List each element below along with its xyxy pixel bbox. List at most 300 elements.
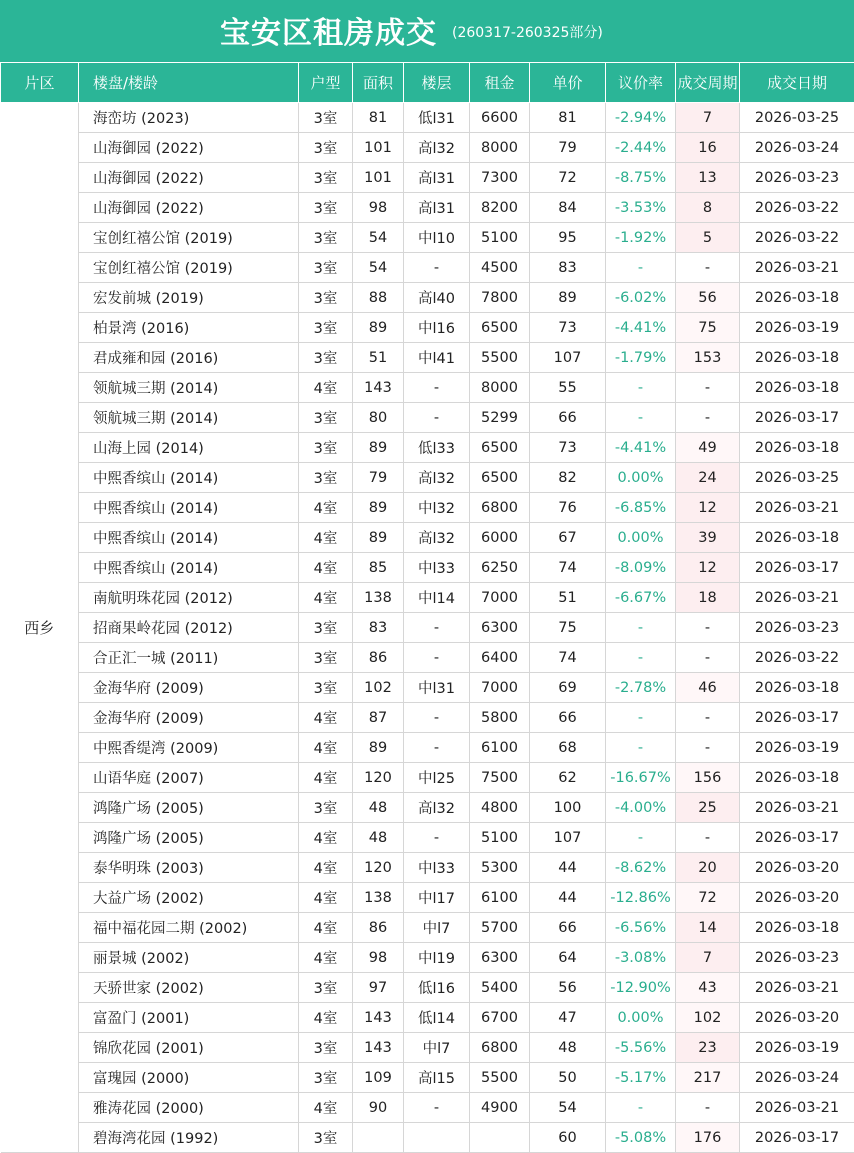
cell-area	[353, 1123, 404, 1153]
cell-deal-cycle: 72	[676, 883, 740, 913]
cell-area: 79	[353, 463, 404, 493]
cell-bargain-rate: -3.08%	[606, 943, 676, 973]
cell-unit-price: 100	[530, 793, 606, 823]
cell-floor: 低l16	[404, 973, 470, 1003]
cell-unit-price: 76	[530, 493, 606, 523]
cell-deal-date: 2026-03-18	[740, 343, 854, 373]
cell-unit-price: 47	[530, 1003, 606, 1033]
cell-bargain-rate: 0.00%	[606, 1003, 676, 1033]
page-title: 宝安区租房成交	[220, 8, 437, 52]
cell-rent: 7500	[470, 763, 530, 793]
cell-floor: -	[404, 253, 470, 283]
cell-deal-date: 2026-03-24	[740, 1063, 854, 1093]
cell-rent: 6300	[470, 943, 530, 973]
table-row	[1, 913, 854, 943]
col-header-deal-date: 成交日期	[740, 63, 854, 103]
table-row	[1, 1093, 854, 1123]
cell-deal-cycle: 7	[676, 943, 740, 973]
cell-type: 3室	[299, 973, 353, 1003]
cell-type: 3室	[299, 1033, 353, 1063]
cell-area: 48	[353, 793, 404, 823]
cell-unit-price: 75	[530, 613, 606, 643]
col-header-deal-cycle: 成交周期	[676, 63, 740, 103]
cell-bargain-rate: -1.92%	[606, 223, 676, 253]
title-bar	[0, 0, 854, 62]
cell-deal-cycle: 43	[676, 973, 740, 1003]
cell-type: 4室	[299, 733, 353, 763]
cell-unit-price: 44	[530, 853, 606, 883]
table-row	[1, 553, 854, 583]
cell-area: 109	[353, 1063, 404, 1093]
cell-floor: -	[404, 613, 470, 643]
cell-unit-price: 79	[530, 133, 606, 163]
cell-name: 泰华明珠 (2003)	[79, 853, 299, 883]
cell-floor: 中l7	[404, 913, 470, 943]
cell-floor: 高l32	[404, 793, 470, 823]
cell-deal-date: 2026-03-22	[740, 193, 854, 223]
table-row	[1, 883, 854, 913]
cell-unit-price: 66	[530, 913, 606, 943]
cell-name: 丽景城 (2002)	[79, 943, 299, 973]
cell-name: 南航明珠花园 (2012)	[79, 583, 299, 613]
cell-name: 山海上园 (2014)	[79, 433, 299, 463]
cell-type: 4室	[299, 1093, 353, 1123]
cell-deal-date: 2026-03-21	[740, 973, 854, 1003]
cell-deal-date: 2026-03-21	[740, 583, 854, 613]
table-row	[1, 583, 854, 613]
cell-deal-cycle: 7	[676, 103, 740, 133]
cell-rent: 5400	[470, 973, 530, 1003]
table-row	[1, 163, 854, 193]
cell-deal-cycle: 102	[676, 1003, 740, 1033]
cell-type: 4室	[299, 373, 353, 403]
cell-type: 3室	[299, 133, 353, 163]
cell-rent: 6250	[470, 553, 530, 583]
cell-floor: 高l32	[404, 463, 470, 493]
cell-type: 4室	[299, 523, 353, 553]
cell-name: 大益广场 (2002)	[79, 883, 299, 913]
table-row	[1, 133, 854, 163]
cell-rent: 6000	[470, 523, 530, 553]
table-row	[1, 703, 854, 733]
cell-name: 天骄世家 (2002)	[79, 973, 299, 1003]
cell-deal-date: 2026-03-19	[740, 1033, 854, 1063]
cell-deal-cycle: 12	[676, 493, 740, 523]
cell-floor: 中l41	[404, 343, 470, 373]
cell-rent: 6300	[470, 613, 530, 643]
cell-type: 3室	[299, 103, 353, 133]
cell-type: 3室	[299, 343, 353, 373]
cell-rent: 6100	[470, 883, 530, 913]
cell-name: 鸿隆广场 (2005)	[79, 793, 299, 823]
cell-floor: -	[404, 703, 470, 733]
cell-floor: 高l32	[404, 133, 470, 163]
cell-rent: 4900	[470, 1093, 530, 1123]
cell-deal-date: 2026-03-18	[740, 523, 854, 553]
cell-deal-date: 2026-03-18	[740, 673, 854, 703]
cell-deal-cycle: 5	[676, 223, 740, 253]
col-header-unit-price: 单价	[530, 63, 606, 103]
cell-bargain-rate: -6.02%	[606, 283, 676, 313]
cell-area: 51	[353, 343, 404, 373]
cell-floor: 中l14	[404, 583, 470, 613]
cell-type: 4室	[299, 823, 353, 853]
cell-name: 中熙香缤山 (2014)	[79, 493, 299, 523]
cell-rent: 6500	[470, 463, 530, 493]
cell-type: 4室	[299, 853, 353, 883]
cell-unit-price: 83	[530, 253, 606, 283]
table-row	[1, 343, 854, 373]
cell-bargain-rate: -4.41%	[606, 313, 676, 343]
cell-bargain-rate: -	[606, 703, 676, 733]
cell-unit-price: 50	[530, 1063, 606, 1093]
cell-bargain-rate: -	[606, 613, 676, 643]
table-row	[1, 973, 854, 1003]
cell-deal-date: 2026-03-23	[740, 943, 854, 973]
cell-unit-price: 72	[530, 163, 606, 193]
cell-deal-date: 2026-03-17	[740, 403, 854, 433]
table-row	[1, 523, 854, 553]
cell-deal-cycle: 176	[676, 1123, 740, 1153]
cell-deal-cycle: 18	[676, 583, 740, 613]
table-row	[1, 193, 854, 223]
cell-bargain-rate: -	[606, 403, 676, 433]
cell-deal-cycle: 8	[676, 193, 740, 223]
cell-area: 54	[353, 253, 404, 283]
cell-bargain-rate: -8.75%	[606, 163, 676, 193]
cell-area: 97	[353, 973, 404, 1003]
cell-deal-cycle: 39	[676, 523, 740, 553]
cell-floor: -	[404, 643, 470, 673]
cell-area: 138	[353, 583, 404, 613]
cell-unit-price: 95	[530, 223, 606, 253]
cell-bargain-rate: -	[606, 373, 676, 403]
cell-name: 领航城三期 (2014)	[79, 403, 299, 433]
cell-deal-date: 2026-03-23	[740, 163, 854, 193]
cell-unit-price: 81	[530, 103, 606, 133]
cell-rent: 4500	[470, 253, 530, 283]
cell-deal-date: 2026-03-17	[740, 823, 854, 853]
cell-deal-date: 2026-03-21	[740, 1093, 854, 1123]
cell-bargain-rate: -4.41%	[606, 433, 676, 463]
table-row	[1, 403, 854, 433]
cell-area: 143	[353, 1033, 404, 1063]
cell-unit-price: 60	[530, 1123, 606, 1153]
cell-name: 领航城三期 (2014)	[79, 373, 299, 403]
cell-floor: 中l16	[404, 313, 470, 343]
cell-type: 3室	[299, 193, 353, 223]
cell-type: 4室	[299, 1003, 353, 1033]
cell-unit-price: 54	[530, 1093, 606, 1123]
cell-area: 85	[353, 553, 404, 583]
cell-area: 89	[353, 523, 404, 553]
cell-name: 福中福花园二期 (2002)	[79, 913, 299, 943]
cell-deal-date: 2026-03-18	[740, 913, 854, 943]
cell-bargain-rate: 0.00%	[606, 463, 676, 493]
table-row	[1, 433, 854, 463]
cell-floor: 中l33	[404, 853, 470, 883]
cell-deal-cycle: -	[676, 373, 740, 403]
cell-floor: 中l19	[404, 943, 470, 973]
cell-name: 中熙香缤山 (2014)	[79, 463, 299, 493]
cell-name: 山海御园 (2022)	[79, 193, 299, 223]
table-row	[1, 733, 854, 763]
table-body	[1, 103, 854, 1153]
cell-rent: 5299	[470, 403, 530, 433]
table-row	[1, 493, 854, 523]
cell-bargain-rate: -5.56%	[606, 1033, 676, 1063]
cell-bargain-rate: -	[606, 253, 676, 283]
cell-deal-date: 2026-03-17	[740, 1123, 854, 1153]
cell-deal-date: 2026-03-20	[740, 853, 854, 883]
table-row	[1, 613, 854, 643]
cell-type: 3室	[299, 283, 353, 313]
cell-area: 98	[353, 193, 404, 223]
cell-deal-date: 2026-03-20	[740, 883, 854, 913]
cell-bargain-rate: -	[606, 733, 676, 763]
cell-type: 3室	[299, 1123, 353, 1153]
cell-deal-date: 2026-03-17	[740, 703, 854, 733]
cell-deal-cycle: 13	[676, 163, 740, 193]
cell-name: 柏景湾 (2016)	[79, 313, 299, 343]
col-header-rent: 租金	[470, 63, 530, 103]
cell-bargain-rate: -4.00%	[606, 793, 676, 823]
cell-bargain-rate: -6.85%	[606, 493, 676, 523]
cell-type: 4室	[299, 493, 353, 523]
cell-bargain-rate: -5.17%	[606, 1063, 676, 1093]
cell-name: 山海御园 (2022)	[79, 133, 299, 163]
cell-deal-cycle: 46	[676, 673, 740, 703]
cell-deal-cycle: -	[676, 613, 740, 643]
table-row	[1, 943, 854, 973]
cell-area: 89	[353, 433, 404, 463]
cell-type: 3室	[299, 163, 353, 193]
cell-deal-cycle: 14	[676, 913, 740, 943]
cell-area: 98	[353, 943, 404, 973]
cell-floor: 中l32	[404, 493, 470, 523]
cell-floor: 中l25	[404, 763, 470, 793]
cell-name: 山海御园 (2022)	[79, 163, 299, 193]
cell-name: 中熙香缇湾 (2009)	[79, 733, 299, 763]
cell-bargain-rate: -6.67%	[606, 583, 676, 613]
cell-name: 招商果岭花园 (2012)	[79, 613, 299, 643]
col-header-district: 片区	[1, 63, 79, 103]
cell-deal-cycle: 23	[676, 1033, 740, 1063]
cell-deal-cycle: 25	[676, 793, 740, 823]
cell-unit-price: 55	[530, 373, 606, 403]
cell-name: 鸿隆广场 (2005)	[79, 823, 299, 853]
cell-rent: 5500	[470, 343, 530, 373]
cell-type: 4室	[299, 943, 353, 973]
cell-deal-date: 2026-03-19	[740, 733, 854, 763]
cell-bargain-rate: -12.90%	[606, 973, 676, 1003]
cell-unit-price: 107	[530, 823, 606, 853]
cell-deal-date: 2026-03-18	[740, 283, 854, 313]
col-header-area: 面积	[353, 63, 404, 103]
cell-deal-date: 2026-03-25	[740, 463, 854, 493]
cell-deal-date: 2026-03-23	[740, 613, 854, 643]
cell-rent: 5800	[470, 703, 530, 733]
cell-floor: -	[404, 823, 470, 853]
cell-area: 80	[353, 403, 404, 433]
cell-floor: 中l17	[404, 883, 470, 913]
cell-bargain-rate: -6.56%	[606, 913, 676, 943]
cell-name: 锦欣花园 (2001)	[79, 1033, 299, 1063]
cell-floor: 中l33	[404, 553, 470, 583]
cell-rent: 5100	[470, 223, 530, 253]
cell-rent: 5500	[470, 1063, 530, 1093]
cell-unit-price: 56	[530, 973, 606, 1003]
cell-bargain-rate: -8.09%	[606, 553, 676, 583]
cell-deal-date: 2026-03-18	[740, 763, 854, 793]
cell-unit-price: 62	[530, 763, 606, 793]
cell-area: 83	[353, 613, 404, 643]
cell-unit-price: 66	[530, 703, 606, 733]
cell-unit-price: 107	[530, 343, 606, 373]
cell-bargain-rate: -2.44%	[606, 133, 676, 163]
cell-deal-date: 2026-03-18	[740, 373, 854, 403]
cell-deal-cycle: -	[676, 703, 740, 733]
cell-unit-price: 48	[530, 1033, 606, 1063]
cell-area: 143	[353, 1003, 404, 1033]
cell-area: 89	[353, 313, 404, 343]
cell-floor: 高l40	[404, 283, 470, 313]
cell-rent: 5100	[470, 823, 530, 853]
table-row	[1, 1033, 854, 1063]
cell-bargain-rate: -16.67%	[606, 763, 676, 793]
cell-deal-date: 2026-03-19	[740, 313, 854, 343]
cell-floor: 低l33	[404, 433, 470, 463]
cell-type: 3室	[299, 613, 353, 643]
cell-rent: 6800	[470, 1033, 530, 1063]
cell-type: 3室	[299, 673, 353, 703]
cell-unit-price: 67	[530, 523, 606, 553]
cell-floor: 高l15	[404, 1063, 470, 1093]
cell-rent: 7300	[470, 163, 530, 193]
col-header-type: 户型	[299, 63, 353, 103]
cell-floor: 高l31	[404, 193, 470, 223]
cell-name: 金海华府 (2009)	[79, 673, 299, 703]
cell-type: 3室	[299, 643, 353, 673]
cell-unit-price: 73	[530, 433, 606, 463]
cell-rent: 4800	[470, 793, 530, 823]
cell-deal-cycle: 20	[676, 853, 740, 883]
cell-name: 海峦坊 (2023)	[79, 103, 299, 133]
cell-area: 120	[353, 853, 404, 883]
cell-area: 102	[353, 673, 404, 703]
cell-unit-price: 64	[530, 943, 606, 973]
cell-deal-date: 2026-03-21	[740, 793, 854, 823]
cell-type: 3室	[299, 253, 353, 283]
table-row	[1, 823, 854, 853]
table-row	[1, 763, 854, 793]
page-subtitle: (260317-260325部分)	[452, 22, 603, 42]
cell-type: 4室	[299, 583, 353, 613]
cell-name: 碧海湾花园 (1992)	[79, 1123, 299, 1153]
cell-name: 君成雍和园 (2016)	[79, 343, 299, 373]
cell-deal-date: 2026-03-18	[740, 433, 854, 463]
cell-unit-price: 74	[530, 643, 606, 673]
cell-bargain-rate: -	[606, 643, 676, 673]
cell-deal-cycle: -	[676, 643, 740, 673]
cell-floor: 高l32	[404, 523, 470, 553]
cell-type: 3室	[299, 403, 353, 433]
cell-deal-cycle: 12	[676, 553, 740, 583]
cell-rent: 7000	[470, 673, 530, 703]
cell-type: 4室	[299, 913, 353, 943]
cell-rent: 7000	[470, 583, 530, 613]
cell-deal-cycle: -	[676, 823, 740, 853]
cell-rent: 6800	[470, 493, 530, 523]
table-row	[1, 463, 854, 493]
table-row	[1, 1063, 854, 1093]
cell-bargain-rate: -2.78%	[606, 673, 676, 703]
cell-floor	[404, 1123, 470, 1153]
cell-type: 3室	[299, 313, 353, 343]
cell-bargain-rate: -12.86%	[606, 883, 676, 913]
cell-area: 101	[353, 133, 404, 163]
cell-district: 西乡	[1, 103, 79, 1153]
table-row	[1, 103, 854, 133]
cell-bargain-rate: 0.00%	[606, 523, 676, 553]
cell-rent: 7800	[470, 283, 530, 313]
cell-rent: 6700	[470, 1003, 530, 1033]
cell-deal-cycle: 24	[676, 463, 740, 493]
cell-bargain-rate: -5.08%	[606, 1123, 676, 1153]
cell-type: 3室	[299, 463, 353, 493]
cell-deal-date: 2026-03-22	[740, 223, 854, 253]
cell-type: 4室	[299, 763, 353, 793]
table-row	[1, 1003, 854, 1033]
cell-name: 中熙香缤山 (2014)	[79, 553, 299, 583]
cell-area: 143	[353, 373, 404, 403]
cell-deal-cycle: -	[676, 1093, 740, 1123]
cell-floor: -	[404, 373, 470, 403]
cell-deal-date: 2026-03-25	[740, 103, 854, 133]
cell-name: 富盈门 (2001)	[79, 1003, 299, 1033]
cell-type: 4室	[299, 883, 353, 913]
cell-unit-price: 74	[530, 553, 606, 583]
cell-unit-price: 44	[530, 883, 606, 913]
cell-floor: -	[404, 733, 470, 763]
cell-name: 金海华府 (2009)	[79, 703, 299, 733]
cell-rent: 6500	[470, 313, 530, 343]
cell-rent: 6500	[470, 433, 530, 463]
cell-type: 3室	[299, 1063, 353, 1093]
cell-floor: 高l31	[404, 163, 470, 193]
cell-area: 88	[353, 283, 404, 313]
cell-unit-price: 84	[530, 193, 606, 223]
cell-area: 90	[353, 1093, 404, 1123]
cell-rent: 5300	[470, 853, 530, 883]
cell-area: 54	[353, 223, 404, 253]
cell-area: 89	[353, 733, 404, 763]
cell-type: 3室	[299, 223, 353, 253]
cell-deal-date: 2026-03-17	[740, 553, 854, 583]
cell-bargain-rate: -1.79%	[606, 343, 676, 373]
cell-rent: 8200	[470, 193, 530, 223]
cell-type: 3室	[299, 433, 353, 463]
cell-bargain-rate: -	[606, 1093, 676, 1123]
cell-deal-cycle: 217	[676, 1063, 740, 1093]
table-row	[1, 313, 854, 343]
cell-name: 宝创红禧公馆 (2019)	[79, 223, 299, 253]
table-row	[1, 673, 854, 703]
cell-bargain-rate: -3.53%	[606, 193, 676, 223]
cell-area: 48	[353, 823, 404, 853]
cell-deal-cycle: -	[676, 253, 740, 283]
cell-type: 4室	[299, 703, 353, 733]
